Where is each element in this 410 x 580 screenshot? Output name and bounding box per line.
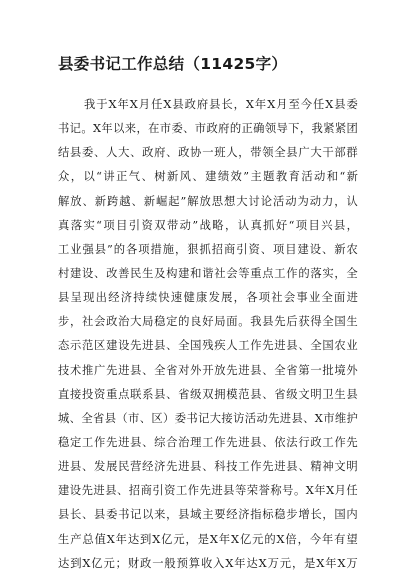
- body-line: 结 县 委 、 人 大 、 政 府 、 政 协 一 班 人 ， 带 领 全 县 广 大 干 部 群: [58, 146, 358, 160]
- body-line: 技 术 推 广 先 进 县 、 全 省 对 外 开 放 先 进 县 、 全 省 第 一 批 境 外: [58, 363, 358, 377]
- body-line: 村 建 设 、 改 善 民 生 及 构 建 和 谐 社 会 等 重 点 工 作 的 落 实 ， 全: [58, 266, 358, 280]
- body-line: 县 长 、 县 委 书 记 以 来 ， 县 域 主 要 经 济 指 标 稳 步 增 长 ， 国 内: [58, 508, 358, 522]
- body-line: 建 设 先 进 县 、 招 商 引 资 工 作 先 进 县 等 荣 誉 称 号 。 X 年 X 月 任: [58, 484, 358, 498]
- body-line: 解 放 、 新 跨 越 、 新 崛 起 ” 解 放 思 想 大 讨 论 活 动 为 动 力 ， 认: [58, 194, 358, 208]
- body-line: 稳 定 工 作 先 进 县 、 综 合 治 理 工 作 先 进 县 、 依 法 行 政 工 作 先: [58, 435, 358, 449]
- body-line: 书 记 。 X 年 以 来 ， 在 市 委 、 市 政 府 的 正 确 领 导 下 ， 我 紧 紧 团: [58, 122, 358, 136]
- body-line: 我 于 X 年 X 月 任 X 县 政 府 县 长 ， X 年 X 月 至 今 任 X 县 委: [84, 98, 358, 111]
- body-line: 步 ， 社 会 政 治 大 局 稳 定 的 良 好 局 面 。 我 县 先 后 获 得 全 国 生: [58, 315, 358, 329]
- body-line: 城 、 全 省 县 （ 市 、 区 ） 委 书 记 大 接 访 活 动 先 进 县 、 X 市 维 护: [58, 411, 358, 425]
- document-body: [58, 93, 358, 576]
- body-line: 直 接 投 资 重 点 联 系 县 、 省 级 双 拥 模 范 县 、 省 级 文 明 卫 生 县: [58, 387, 358, 401]
- body-line: 众 ， 以 “ 讲 正 气 、 树 新 风 、 建 绩 效 ” 主 题 教 育 活 动 和 “ 新: [58, 170, 358, 184]
- body-line: 县 呈 现 出 经 济 持 续 快 速 健 康 发 展 ， 各 项 社 会 事 业 全 面 进: [58, 291, 358, 305]
- body-line: 态 示 范 区 建 设 先 进 县 、 全 国 残 疾 人 工 作 先 进 县 、 全 国 农 业: [58, 339, 358, 353]
- body-line: 达 到 X 亿 元 ； 财 政 一 般 预 算 收 入 X 年 达 X 万 元 ， 是 X 年 X 万: [58, 556, 358, 570]
- body-line: 工 业 强 县 ” 的 各 项 措 施 ， 狠 抓 招 商 引 资 、 项 目 建 设 、 新 农: [58, 242, 358, 256]
- body-line: 进 县 、 发 展 民 营 经 济 先 进 县 、 科 技 工 作 先 进 县 、 精 神 文 明: [58, 460, 358, 474]
- document-title: 县委书记工作总结（11425字）: [58, 55, 288, 73]
- body-line: 真 落 实 “ 项 目 引 资 双 带 动 ” 战 略 ， 认 真 抓 好 “ 项 目 兴 县 ，: [58, 218, 358, 232]
- body-line: 生 产 总 值 X 年 达 到 X 亿 元 ， 是 X 年 X 亿 元 的 X 倍 ， 今 年 有 望: [58, 532, 358, 546]
